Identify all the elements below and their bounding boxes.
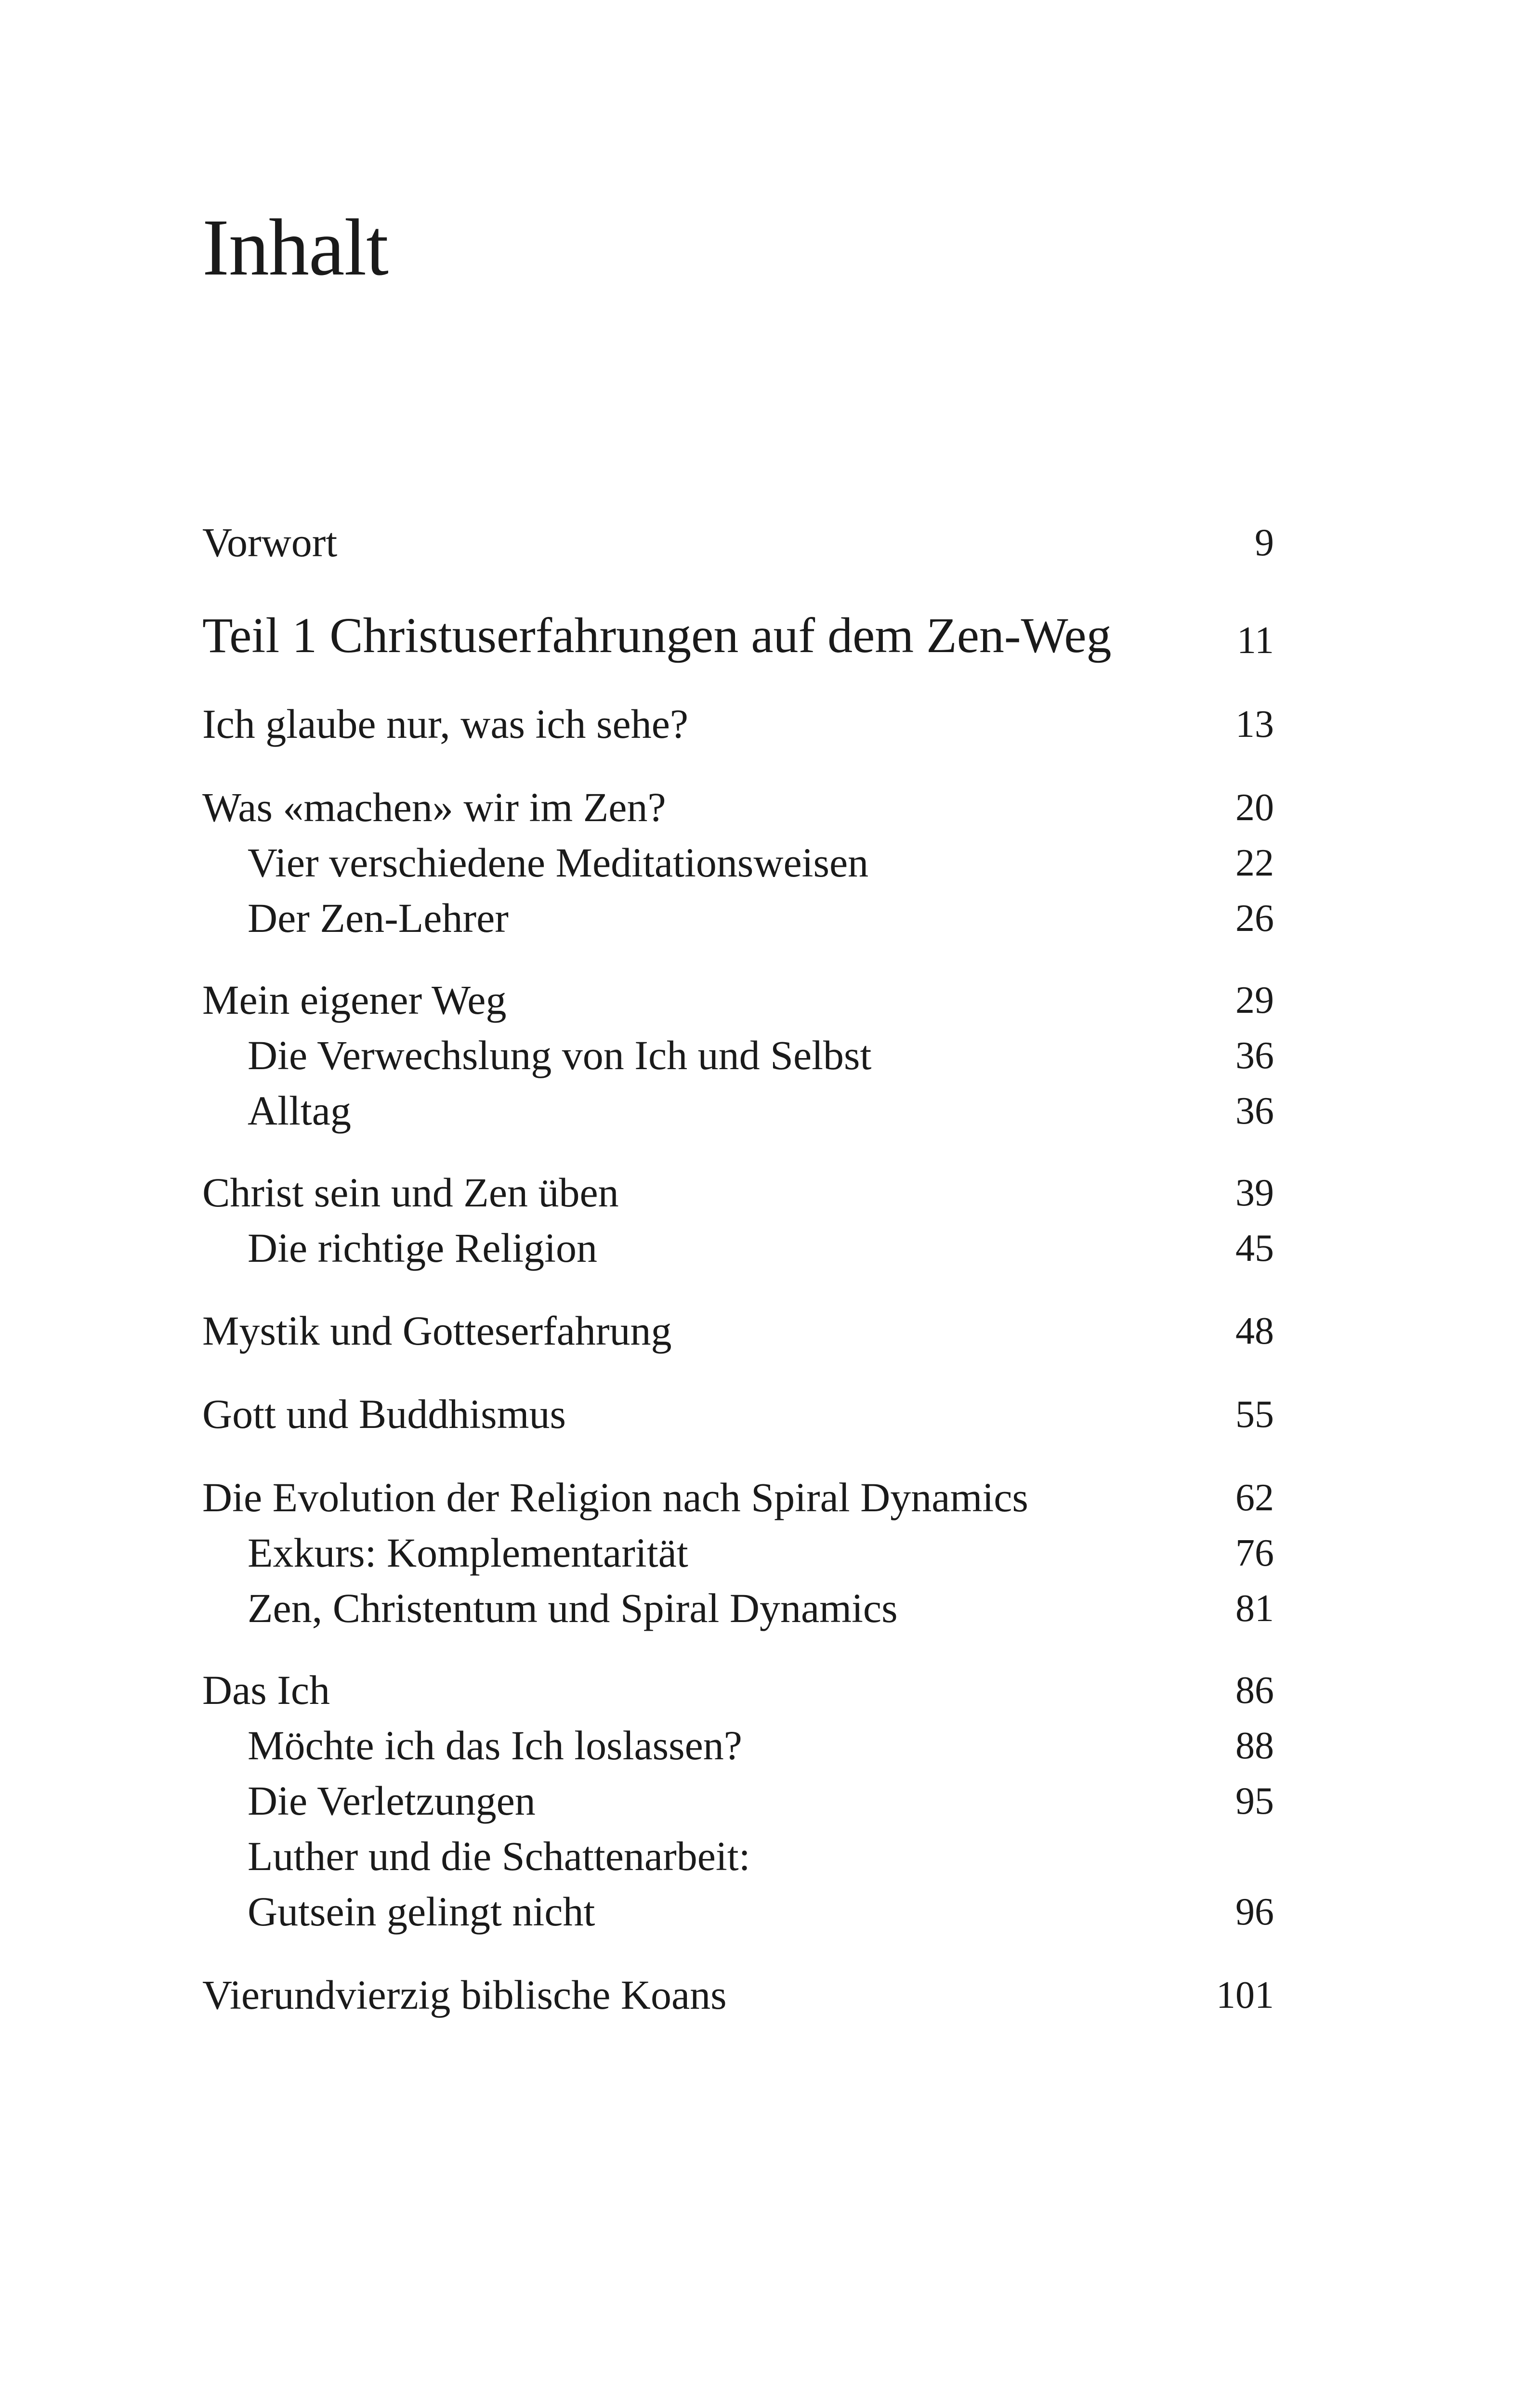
toc-entry-title: Was «machen» wir im Zen? [202, 784, 666, 830]
toc-entry-title: Vier verschiedene Meditationsweisen [248, 839, 869, 886]
toc-entry-page: 48 [1235, 1310, 1274, 1352]
toc-entry-title: Mystik und Gotteserfahrung [202, 1308, 672, 1354]
toc-entry-page: 62 [1235, 1477, 1274, 1519]
toc-entry-title: Alltag [248, 1087, 351, 1134]
toc-entry-page: 55 [1235, 1393, 1274, 1436]
toc-entry-page: 26 [1235, 897, 1274, 940]
toc-entry-title: Gott und Buddhismus [202, 1391, 566, 1437]
toc-entry-title: Die Evolution der Religion nach Spiral Dynamics [202, 1474, 1028, 1520]
toc-entry-page: 22 [1235, 842, 1274, 884]
toc-entry-page: 81 [1235, 1587, 1274, 1630]
toc-entry-title: Ich glaube nur, was ich sehe? [202, 701, 689, 747]
toc-entry-page: 101 [1216, 1974, 1274, 2016]
toc-entry-title: Vorwort [202, 519, 338, 565]
toc-entry-title: Luther und die Schattenarbeit: [248, 1833, 750, 1879]
toc-entry-title: Vierundvierzig biblische Koans [202, 1972, 727, 2018]
toc-entry-page: 36 [1235, 1090, 1274, 1132]
toc-entry-page: 76 [1235, 1532, 1274, 1574]
toc-entry-title: Mein eigener Weg [202, 977, 507, 1023]
toc-entry-page: 88 [1235, 1725, 1274, 1767]
toc-entry-title: Christ sein und Zen üben [202, 1169, 619, 1216]
toc-entry-page: 45 [1235, 1227, 1274, 1269]
toc-entry-title: Zen, Christentum und Spiral Dynamics [248, 1585, 898, 1631]
toc-entry-page: 9 [1255, 522, 1274, 564]
toc-entry-page: 39 [1235, 1172, 1274, 1214]
toc-entry-title: Teil 1 Christuserfahrungen auf dem Zen-Weg [202, 608, 1112, 663]
toc-entry-title: Gutsein gelingt nicht [248, 1888, 595, 1935]
toc-entry-title: Möchte ich das Ich loslassen? [248, 1722, 742, 1768]
page-title: Inhalt [202, 203, 388, 292]
toc-entry-title: Die richtige Religion [248, 1225, 598, 1271]
toc-entry-page: 96 [1235, 1891, 1274, 1933]
toc-entry-page: 11 [1236, 619, 1274, 662]
toc-entry-title: Das Ich [202, 1667, 330, 1713]
toc-entry-page: 29 [1235, 979, 1274, 1021]
toc-entry-page: 13 [1235, 703, 1274, 746]
toc-entry-title: Der Zen-Lehrer [248, 895, 509, 941]
toc-entry-title: Exkurs: Komplementarität [248, 1530, 688, 1576]
toc-entry-page: 86 [1235, 1669, 1274, 1712]
toc-entry-page: 95 [1235, 1780, 1274, 1822]
toc-entry-title: Die Verwechslung von Ich und Selbst [248, 1032, 872, 1078]
toc-entry-page: 20 [1235, 786, 1274, 829]
toc-entry-page: 36 [1235, 1034, 1274, 1077]
toc-entry-title: Die Verletzungen [248, 1778, 536, 1824]
